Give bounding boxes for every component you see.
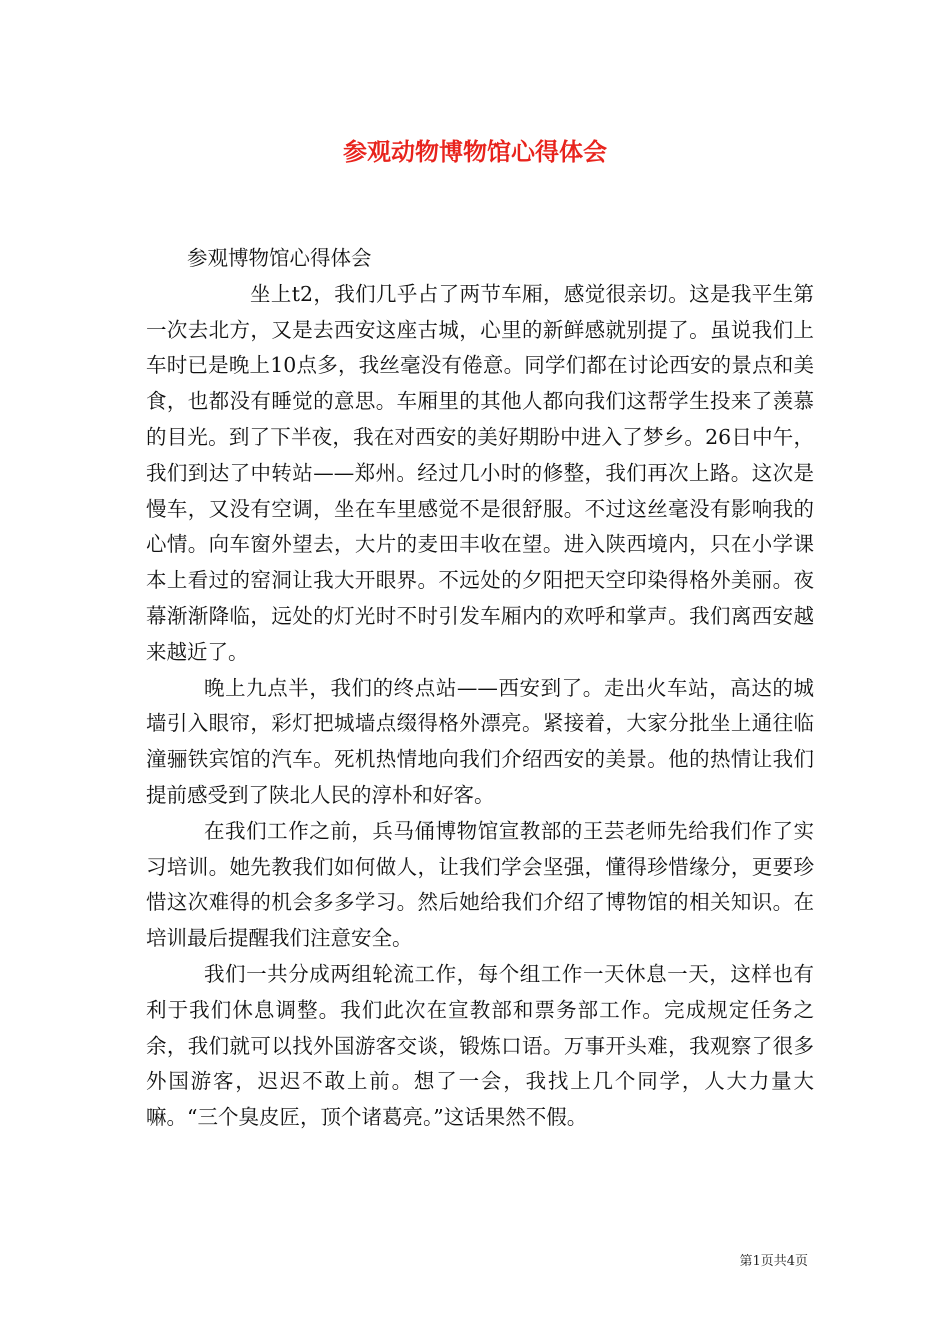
paragraph-2: 晚上九点半，我们的终点站——西安到了。走出火车站，高达的城墙引入眼帘，彩灯把城墙点缀得格外漂亮。紧接着，大家分批坐上通往临潼骊铁宾馆的汽车。死机热情地向我们介绍西安的美景。他的热情让我们提前感受到了陕北人民的淳朴和好客。 [146,675,814,807]
page-number: 第1页共4页 [739,1254,808,1269]
paragraph-4: 我们一共分成两组轮流工作，每个组工作一天休息一天，这样也有利于我们休息调整。我们此次在宣教部和票务部工作。完成规定任务之余，我们就可以找外国游客交谈，锻炼口语。万事开头难，我观察了很多外国游客，迟迟不敢上前。想了一会，我找上几个同学，人大力量大嘛。“三个臭皮匠，顶个诸葛亮。”这话果然不假。 [146,961,814,1130]
document-body [146,241,814,1136]
document-subtitle: 参观博物馆心得体会 [187,246,372,270]
paragraph-1: 坐上t2，我们几乎占了两节车厢，感觉很亲切。这是我平生第一次去北方，又是去西安这座古城，心里的新鲜感就别提了。虽说我们上车时已是晚上10点多，我丝毫没有倦意。同学们都在讨论西安的景点和美食，也都没有睡觉的意思。车厢里的其他人都向我们这帮学生投来了羡慕的目光。到了下半夜，我在对西安的美好期盼中进入了梦乡。26日中午，我们到达了中转站——郑州。经过几小时的修整，我们再次上路。这次是慢车，又没有空调，坐在车里感觉不是很舒服。不过这丝毫没有影响我的心情。向车窗外望去，大片的麦田丰收在望。进入陕西境内，只在小学课本上看过的窑洞让我大开眼界。不远处的夕阳把天空印染得格外美丽。夜幕渐渐降临，远处的灯光时不时引发车厢内的欢呼和掌声。我们离西安越来越近了。 [146,281,814,664]
page-title: 参观动物博物馆心得体会 [343,137,607,166]
paragraph-3: 在我们工作之前，兵马俑博物馆宣教部的王芸老师先给我们作了实习培训。她先教我们如何做人，让我们学会坚强，懂得珍惜缘分，更要珍惜这次难得的机会多多学习。然后她给我们介绍了博物馆的相关知识。在培训最后提醒我们注意安全。 [146,818,814,951]
